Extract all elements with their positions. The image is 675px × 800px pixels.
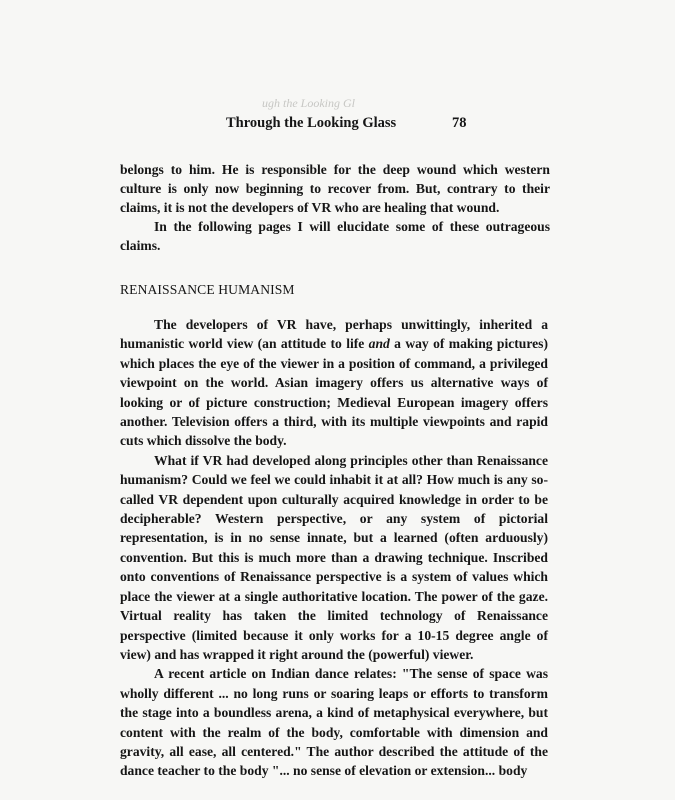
bleed-through-text: ugh the Looking Gl xyxy=(262,96,355,110)
intro-paragraph-2: In the following pages I will elucidate some of these outrageous claims. xyxy=(120,219,550,253)
running-title: Through the Looking Glass xyxy=(226,115,397,131)
paragraph-1-text-b: a way of making pictures) which places the eye of the viewer in a position of command, a privileged viewpoint on the world. Asian imagery offers us alternative ways of looking or of picture construction; Medieval European imagery offers another. Television offers a third, with its multiple viewpoints and rapid cuts which dissolve the body. xyxy=(120,336,548,449)
section-paragraph-1 xyxy=(120,315,548,451)
section-heading: RENAISSANCE HUMANISM xyxy=(120,282,295,297)
section-text xyxy=(120,315,548,781)
paragraph-1-emphasis: and xyxy=(368,336,390,352)
section-paragraph-2: What if VR had developed along principles other than Renaissance humanism? Could we feel we could inhabit it at all? How much is any so-called VR dependent upon culturally acquired knowledge in order to be decipherable? Western perspective, or any system of pictorial representation, is in no sense innate, but a learned (often arduously) convention. But this is much more than a drawing technique. Inscribed onto conventions of Renaissance perspective is a system of values which place the viewer at a single authoritative location. The power of the gaze. Virtual reality has taken the limited technology of Renaissance perspective (limited because it only works for a 10-15 degree angle of view) and has wrapped it right around the (powerful) viewer. xyxy=(120,452,548,662)
page-number: 78 xyxy=(452,115,467,131)
paragraph-1-text-a: The developers of VR have, perhaps unwittingly, inherited a humanistic world view (an attitude to life xyxy=(120,317,548,352)
intro-text xyxy=(120,160,550,255)
intro-paragraph-1: belongs to him. He is responsible for the deep wound which western culture is only now beginning to recover from. But, contrary to their claims, it is not the developers of VR who are healing that wound. xyxy=(120,162,550,215)
section-paragraph-3: A recent article on Indian dance relates: "The sense of space was wholly different ... no long runs or soaring leaps or efforts to transform the stage into a boundless arena, a kind of metaphysical everywhere, but content with the realm of the body, comfortable with dimension and gravity, all ease, all centered." The author described the attitude of the dance teacher to the body "... no sense of elevation or extension... body xyxy=(120,666,548,779)
